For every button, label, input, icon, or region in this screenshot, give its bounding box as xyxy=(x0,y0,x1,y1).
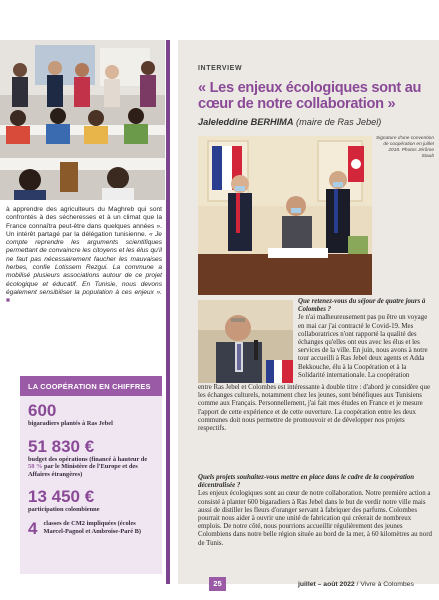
interview-question-1: Que retenez-vous du séjour de quatre jours à Colombes ? xyxy=(298,298,426,314)
interview-byline xyxy=(198,117,381,127)
stats-header: LA COOPÉRATION EN CHIFFRES xyxy=(20,376,162,396)
interview-second-section xyxy=(198,474,434,548)
cooperation-stats-box xyxy=(20,376,162,574)
left-article-text xyxy=(6,206,162,306)
stat-item xyxy=(20,487,162,514)
stat-label-pre: budget des opérations (financé à hauteur de xyxy=(28,455,148,463)
footer-separator: / xyxy=(354,581,361,588)
mayor-photo-illustration xyxy=(198,300,293,383)
stat-label: bigaradiers plantés à Ras Jebel xyxy=(28,420,113,427)
footer-issue xyxy=(298,581,414,588)
interview-answer-1-column xyxy=(298,298,434,380)
stat-label: participation colombienne xyxy=(28,506,100,514)
stat-value: 13 450 € xyxy=(28,487,95,507)
article-end-mark: ■ xyxy=(6,297,10,305)
stat-label-highlight: 58 % xyxy=(28,463,43,471)
photo-caption: Signature d'une convention de coopération en juillet 2018. Photos Jérôme Staub xyxy=(376,136,434,159)
interview-answer-1-part2: entre Ras Jebel et Colombes est intéressante à double titre : d'abord je considère que les échanges culturels, notamment chez les jeunes, sont bénéfiques aux Tunisiens comme aux Français. Personnellement, j'ai fait mes études en France et je mesure l'apport de cette expérience et de cette ouverture. La coopération entre les deux communes doit nous permettre de promouvoir et de développer nos projets respectifs. xyxy=(198,384,431,433)
stat-value: 51 830 € xyxy=(28,436,95,456)
stat-label xyxy=(28,456,154,479)
footer-date: juillet – août 2022 xyxy=(298,581,355,588)
left-article-paragraph: à apprendre des agriculteurs du Maghreb qui sont confrontés à des sécheresses et à un climat que la France connaîtra peut-être dans quelques années ». Un intérêt partagé par la délégation tunisienne. xyxy=(6,206,162,238)
left-article-quote: « Je compte reprendre les arguments scientifiques permettant de convaincre les citoyens et les élus qu'il ne faut pas nécessairement faucher les mauvaises herbes, confie Lotissem Rezgui. La commune a mobilisé plusieurs associations autour de ce projet écologique et éducatif. En Tunisie, nous devons également sensibiliser la population à ces enjeux ». xyxy=(6,230,162,296)
classroom-photo xyxy=(0,40,165,200)
interview-answer-1-part1: Je n'ai malheureusement pas pu être un voyage en mai car j'ai contracté le Covid-19. Mes collaboratrices n'ont rapporté la qualité des échanges qu'elles ont eus avec les élus et les services de la ville. En juin, nous avons à notre tour accueilli à Ras Jebel deux agents et Adda Bekkouche, élu à la Coopération et à la Solidarité internationale. La coopération xyxy=(298,314,428,379)
signing-photo xyxy=(198,136,372,295)
mayor-photo xyxy=(198,300,293,383)
stat-label: classes de CM2 impliquées (écoles Marcel-Pagnol et Ambroise-Paré B) xyxy=(43,519,142,535)
interview-headline: « Les enjeux écologiques sont au cœur de notre collaboration » xyxy=(198,80,422,113)
classroom-photo-illustration xyxy=(0,40,165,200)
footer-publication: Vivre à Colombes xyxy=(360,581,414,588)
interview-answer-2: Les enjeux écologiques sont au cœur de notre collaboration. Notre première action a consisté à planter 600 bigaradiers à Ras Jebel dans le but de verdir notre ville mais aussi de distiller les fleurs d'oranger servant à fabriquer des parfums. Colombes pourrait nous aider à ouvrir une unité de fabrication qui créerait de nombreux emplois. De notre côté, nous pourrions accueillir régulièrement des jeunes Colombiens dans notre belle région située au bord de la mer, à 60 kilomètres au nord de Tunis. xyxy=(198,490,432,547)
stat-label-post: par le Ministère de l'Europe et des Affaires étrangères) xyxy=(28,463,138,478)
interview-question-2: Quels projets souhaitez-vous mettre en place dans le cadre de la coopération décentralisée ? xyxy=(198,474,415,490)
stat-item xyxy=(20,437,162,479)
stat-item xyxy=(20,520,162,538)
stat-value: 600 xyxy=(28,401,57,420)
page-number: 25 xyxy=(209,577,226,591)
stat-value: 4 xyxy=(28,518,38,538)
signing-photo-illustration xyxy=(198,136,372,295)
interview-label: INTERVIEW xyxy=(198,65,243,72)
byline-name: Jaleleddine BERHIMA xyxy=(198,117,294,127)
interview-answer-1-continued xyxy=(198,384,434,433)
column-divider xyxy=(166,40,170,584)
byline-role: (maire de Ras Jebel) xyxy=(293,117,382,127)
stat-item xyxy=(20,401,162,428)
